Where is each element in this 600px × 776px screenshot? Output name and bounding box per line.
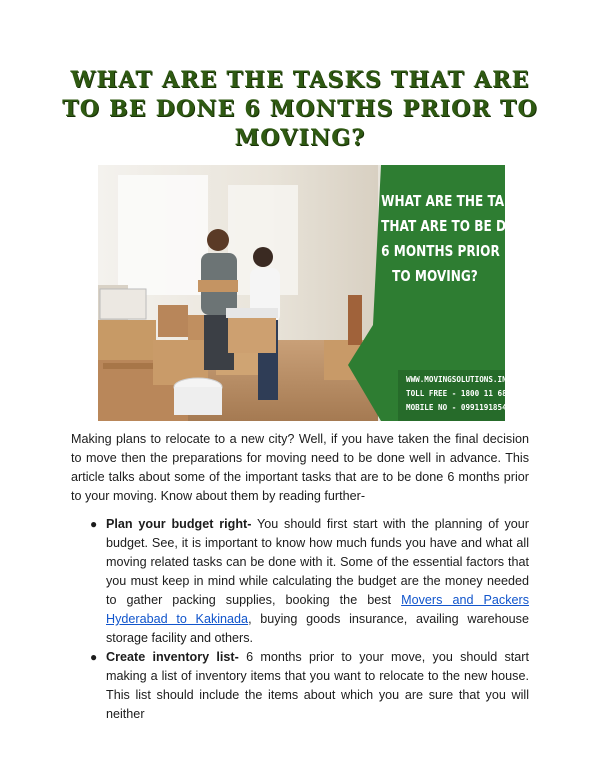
task-text: 6 months prior to your move, you should start making a list of inventory items that you want to relocate to the new house. This list should include the items about which you are sure that you will neither [106,650,529,721]
task-heading: Create inventory list- [106,650,239,664]
banner-line: THAT ARE TO BE DONE [381,217,535,235]
article-body [71,430,529,724]
woman-head [253,247,273,267]
packing-paper [226,308,278,318]
man-head [207,229,229,251]
list-item [71,648,529,724]
task-text: You should first start with the planning of your budget. See, it is important to know how much funds you have and what all moving related tasks can be done with it. Some of the essential factors that you must keep in mind while calculating the budget are the money needed to gather packing supplies, booking the best [106,517,529,607]
banner-line: 6 MONTHS PRIOR [381,242,500,260]
bullet-icon: ● [90,650,98,664]
bullet-icon: ● [90,517,98,531]
banner-toll-free: TOLL FREE - 1800 11 6878 [406,389,516,398]
held-box [198,280,238,292]
banner-website: WWW.MOVINGSOLUTIONS.IN [406,375,507,384]
banner-headline [381,189,535,289]
page-title: WHAT ARE THE TASKS THAT ARE TO BE DONE 6 MONTHS PRIOR TO MOVING? [62,67,538,151]
box-1 [98,320,156,360]
movers-packers-link[interactable]: Movers and Packers Hyderabad to Kakinada [106,593,529,626]
task-list [71,515,529,724]
chair [348,295,362,345]
task-text-after: , buying goods insurance, availing warehouse storage facility and others. [106,612,529,645]
white-box [100,289,146,319]
banner-line: TO MOVING? [392,267,478,285]
task-heading: Plan your budget right- [106,517,252,531]
window-left [118,175,208,295]
list-item [71,515,529,648]
banner-mobile: MOBILE NO - 09911918545 [406,403,512,412]
banner-contact-info [406,373,520,415]
banner-line: WHAT ARE THE TASKS [381,192,531,210]
banner-image [98,165,535,421]
open-box [228,315,276,353]
intro-paragraph: Making plans to relocate to a new city? Well, if you have taken the final decision to move then the preparations for moving need to be done well in advance. This article talks about some of the important tasks that are to be done 6 months prior to your moving. Know about them by reading further- [71,432,529,503]
stool-body [174,387,222,415]
box-4 [158,305,188,337]
